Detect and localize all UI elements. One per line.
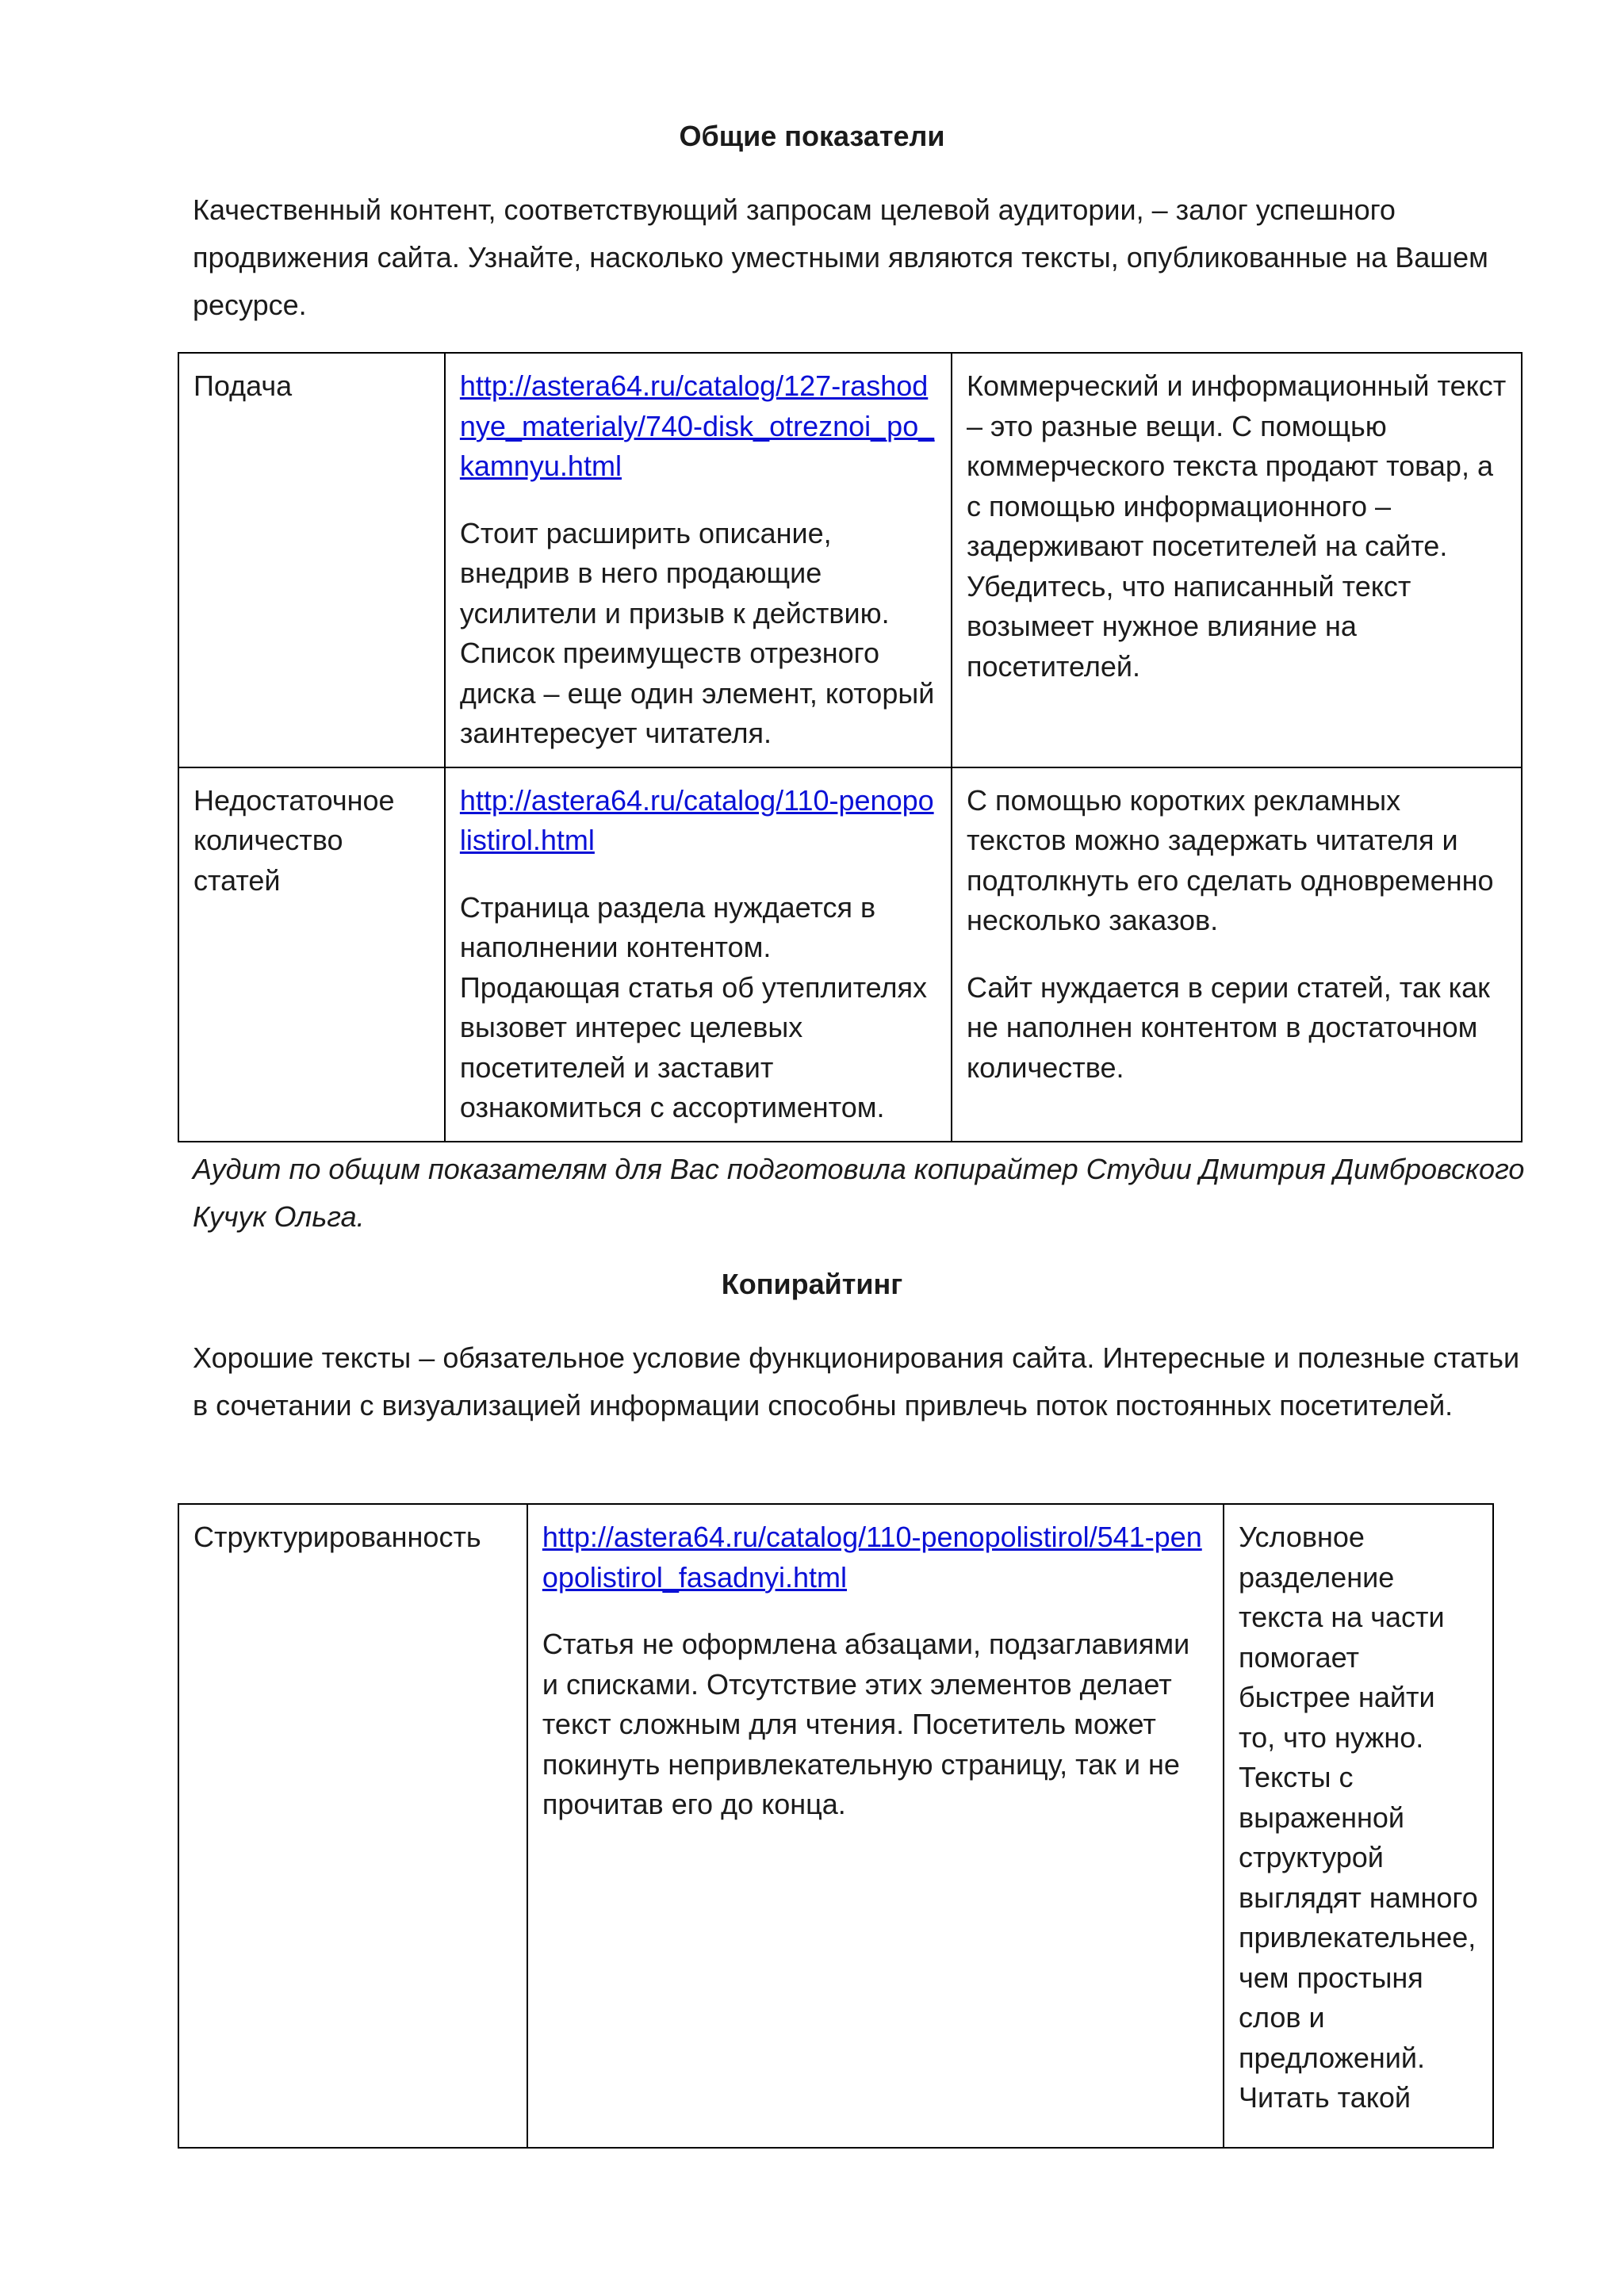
copywriting-table	[178, 1503, 1494, 2149]
example-url-link[interactable]: http://astera64.ru/catalog/110-penopolistirol/541-penopolistirol_fasadnyi.html	[542, 1521, 1202, 1594]
table-row	[178, 353, 1522, 767]
section2-intro: Хорошие тексты – обязательное условие функционирования сайта. Интересные и полезные статьи в сочетании с визуализацией информации способны привлечь поток постоянных посетителей.	[193, 1341, 1520, 1422]
example-comment: Стоит расширить описание, внедрив в него продающие усилители и призыв к действию. Список преимуществ отрезного диска – еще один элемент, который заинтересует читателя.	[459, 516, 935, 749]
advice-text: Сайт нуждается в серии статей, так как не наполнен контентом в достаточном количестве.	[966, 970, 1490, 1084]
row-label-cell	[178, 353, 445, 767]
row-label: Недостаточное количество статей	[193, 783, 395, 897]
section1-title: Общие показатели	[679, 120, 945, 152]
example-cell	[527, 1504, 1224, 2148]
section1-intro: Качественный контент, соответствующий запросам целевой аудитории, – залог успешного продвижения сайта. Узнайте, насколько уместными являются тексты, опубликованные на Вашем ресурсе.	[193, 193, 1488, 321]
row-label: Структурированность	[193, 1521, 481, 1553]
advice-text: Условное разделение текста на части помогает быстрее найти то, что нужно. Тексты с выраженной структурой выглядят намного привлекательнее, чем простыня слов и предложений. Читать такой	[1238, 1521, 1478, 2114]
table-row	[178, 1504, 1493, 2148]
section1-footnote: Аудит по общим показателям для Вас подготовила копирайтер Студии Дмитрия Димбровского Кучук Ольга.	[193, 1153, 1525, 1233]
advice-cell	[952, 767, 1522, 1142]
advice-cell	[1224, 1504, 1493, 2148]
row-label-cell	[178, 767, 445, 1142]
example-cell	[445, 767, 952, 1142]
example-url-link[interactable]: http://astera64.ru/catalog/110-penopolistirol.html	[459, 783, 934, 856]
example-comment: Статья не оформлена абзацами, подзаглавиями и списками. Отсутствие этих элементов делает текст сложным для чтения. Посетитель может покинуть непривлекательную страницу, так и не прочитав его до конца.	[542, 1628, 1190, 1820]
table-row	[178, 767, 1522, 1142]
row-label: Подача	[193, 369, 293, 402]
advice-cell	[952, 353, 1522, 767]
example-comment: Страница раздела нуждается в наполнении контентом. Продающая статья об утеплителях вызовет интерес целевых посетителей и заставит ознакомиться с ассортиментом.	[459, 890, 927, 1123]
example-url-link[interactable]: http://astera64.ru/catalog/127-rashodnye_materialy/740-disk_otreznoi_po_kamnyu.html	[459, 369, 935, 482]
advice-text: Коммерческий и информационный текст – это разные вещи. С помощью коммерческого текста продают товар, а с помощью информационного – задерживают посетителей на сайте. Убедитесь, что написанный текст возымеет нужное влияние на посетителей.	[966, 369, 1507, 683]
section2-title: Копирайтинг	[721, 1268, 903, 1300]
general-metrics-table	[178, 352, 1522, 1142]
example-cell	[445, 353, 952, 767]
row-label-cell	[178, 1504, 527, 2148]
advice-text: С помощью коротких рекламных текстов можно задержать читателя и подтолкнуть его сделать одновременно несколько заказов.	[966, 783, 1494, 936]
